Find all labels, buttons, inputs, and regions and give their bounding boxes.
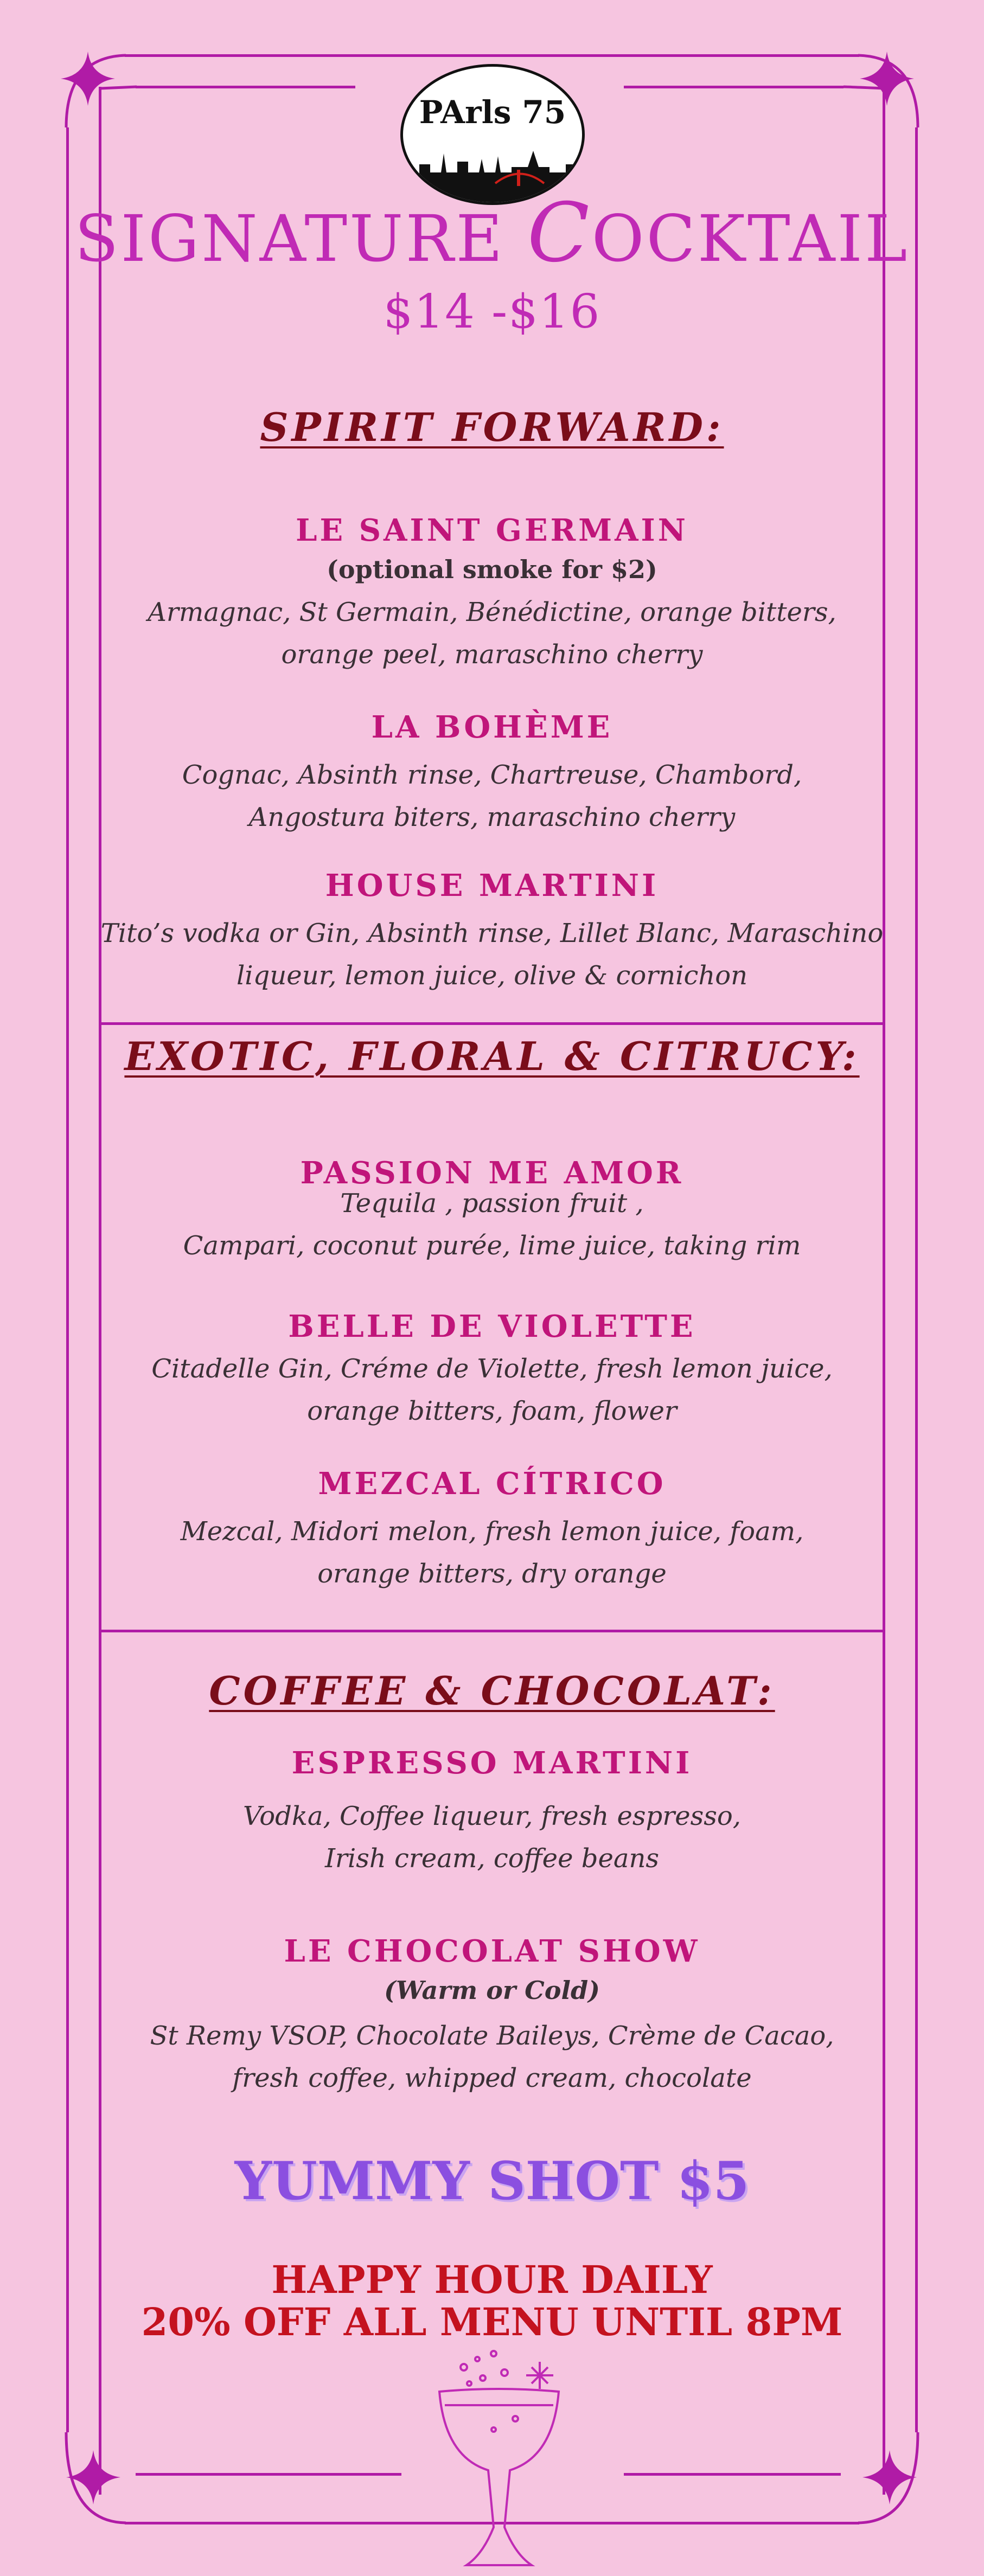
drink-description: Tito’s vodka or Gin, Absinth rinse, Lillet Blanc, Maraschino liqueur, lemon juice, olive & cornichon [100,918,884,991]
drink-description: Vodka, Coffee liqueur, fresh espresso, Irish cream, coffee beans [242,1801,742,1874]
drink-description: Cognac, Absinth rinse, Chartreuse, Chambord, Angostura biters, maraschino cherry [182,760,802,832]
section-title: SPIRIT FORWARD: [260,404,724,450]
logo-text: PArls 75 [419,94,566,131]
cocktail-glass-icon [429,2348,570,2576]
page-title: SIGNATURE COCKTAIL [74,186,910,280]
section-title: EXOTIC, FLORAL & CITRUCY: [124,1033,860,1079]
drink-description: Citadelle Gin, Créme de Violette, fresh lemon juice, orange bitters, foam, flower [151,1354,833,1426]
paris75-logo [400,64,585,205]
yummy-shot-offer: YUMMY SHOT $5 [234,2150,750,2212]
happy-hour-banner: HAPPY HOUR DAILY 20% OFF ALL MENU UNTIL 8PM [141,2257,843,2344]
drink-description: Armagnac, St Germain, Bénédictine, orange bitters, orange peel, maraschino cherry [148,597,836,670]
sparkle-icon [862,2450,917,2504]
drink-name: BELLE DE VIOLETTE [288,1309,696,1344]
drink-name: MEZCAL CÍTRICO [318,1466,666,1502]
drink-description: Tequila , passion fruit , Campari, coconut purée, lime juice, taking rim [183,1188,801,1261]
drink-name: PASSION ME AMOR [300,1155,684,1191]
sparkle-icon [61,52,115,106]
drink-name: LE CHOCOLAT SHOW [284,1933,700,1969]
section-title: COFFEE & CHOCOLAT: [209,1668,775,1714]
drink-note: (Warm or Cold) [384,1976,600,2005]
drink-name: ESPRESSO MARTINI [291,1745,693,1781]
sparkle-icon [66,2450,120,2504]
drink-name: LA BOHÈME [371,709,613,745]
drink-description: St Remy VSOP, Chocolate Baileys, Crème de Cacao, fresh coffee, whipped cream, chocolate [150,2021,834,2093]
drink-description: Mezcal, Midori melon, fresh lemon juice, foam, orange bitters, dry orange [180,1516,804,1589]
drink-name: LE SAINT GERMAIN [296,512,688,548]
drink-name: HOUSE MARTINI [325,868,659,903]
sparkle-icon [860,52,914,106]
price-range: $14 -$16 [383,285,601,339]
drink-note: (optional smoke for $2) [327,555,657,584]
